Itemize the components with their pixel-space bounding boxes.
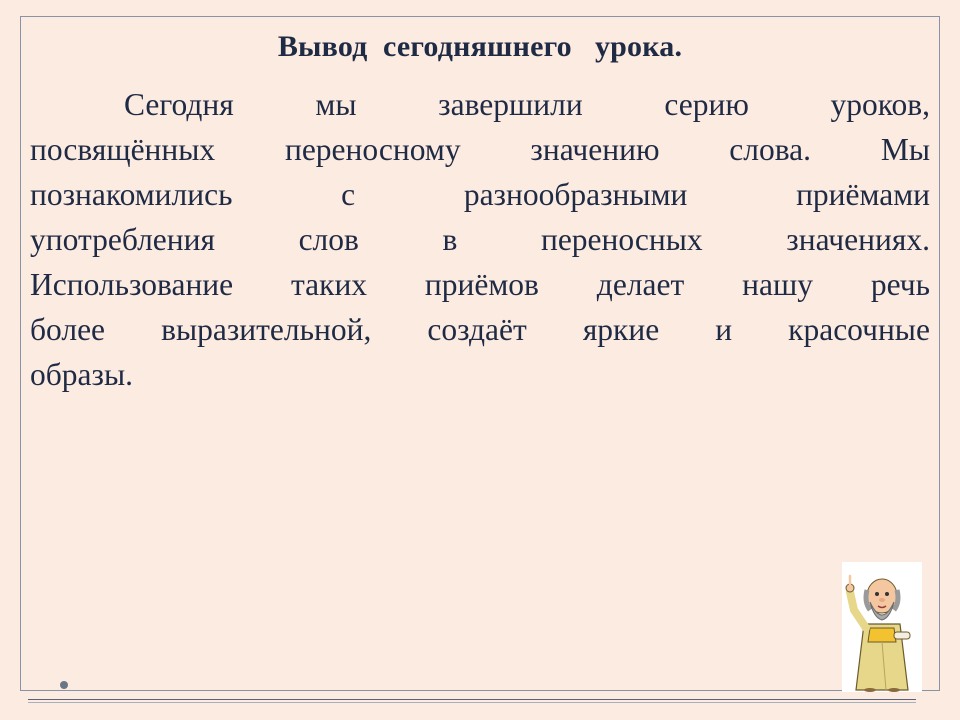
paragraph-word: завершили bbox=[438, 87, 583, 122]
paragraph-word: Сегодня bbox=[124, 87, 234, 122]
paragraph-word: значениях. bbox=[786, 222, 930, 257]
paragraph-word: разнообразными bbox=[463, 177, 688, 212]
paragraph-word: мы bbox=[315, 87, 357, 122]
slide-body-text bbox=[30, 82, 930, 397]
paragraph-word: употребления bbox=[30, 222, 215, 257]
footer-rule-secondary bbox=[28, 702, 916, 703]
paragraph-word: и bbox=[715, 312, 733, 347]
paragraph-line bbox=[30, 82, 930, 127]
paragraph-word: создаёт bbox=[427, 312, 527, 347]
paragraph-word: образы. bbox=[30, 357, 133, 392]
paragraph-word: таких bbox=[291, 267, 368, 302]
paragraph-line bbox=[30, 172, 930, 217]
paragraph-word: серию bbox=[664, 87, 749, 122]
paragraph-word: яркие bbox=[582, 312, 660, 347]
paragraph-line bbox=[30, 352, 930, 397]
paragraph-word: Мы bbox=[880, 132, 930, 167]
paragraph-word: слов bbox=[298, 222, 359, 257]
paragraph-word: приёмов bbox=[424, 267, 539, 302]
paragraph-word: более bbox=[30, 312, 106, 347]
paragraph-word: посвящённых bbox=[30, 132, 216, 167]
scholar-illustration bbox=[842, 562, 922, 692]
paragraph-word: в bbox=[442, 222, 458, 257]
paragraph-word: с bbox=[341, 177, 356, 212]
paragraph-line bbox=[30, 262, 930, 307]
paragraph-word: речь bbox=[870, 267, 930, 302]
bullet-dot bbox=[60, 681, 68, 689]
paragraph-word: познакомились bbox=[30, 177, 233, 212]
paragraph-word: переносных bbox=[540, 222, 703, 257]
paragraph-word: нашу bbox=[742, 267, 813, 302]
paragraph-line bbox=[30, 217, 930, 262]
footer-rule bbox=[28, 699, 916, 700]
paragraph-word: выразительной, bbox=[161, 312, 372, 347]
paragraph-word: Использование bbox=[30, 267, 234, 302]
paragraph-word: слова. bbox=[729, 132, 812, 167]
paragraph-word: делает bbox=[596, 267, 685, 302]
paragraph-word: переносному bbox=[284, 132, 461, 167]
scholar-figure-icon bbox=[842, 562, 922, 692]
slide-title: Вывод сегодняшнего урока. bbox=[277, 30, 683, 63]
paragraph-word: уроков, bbox=[830, 87, 930, 122]
paragraph-line bbox=[30, 127, 930, 172]
paragraph-line bbox=[30, 307, 930, 352]
paragraph-word: красочные bbox=[788, 312, 930, 347]
paragraph-word: приёмами bbox=[796, 177, 930, 212]
paragraph-word: значению bbox=[530, 132, 660, 167]
